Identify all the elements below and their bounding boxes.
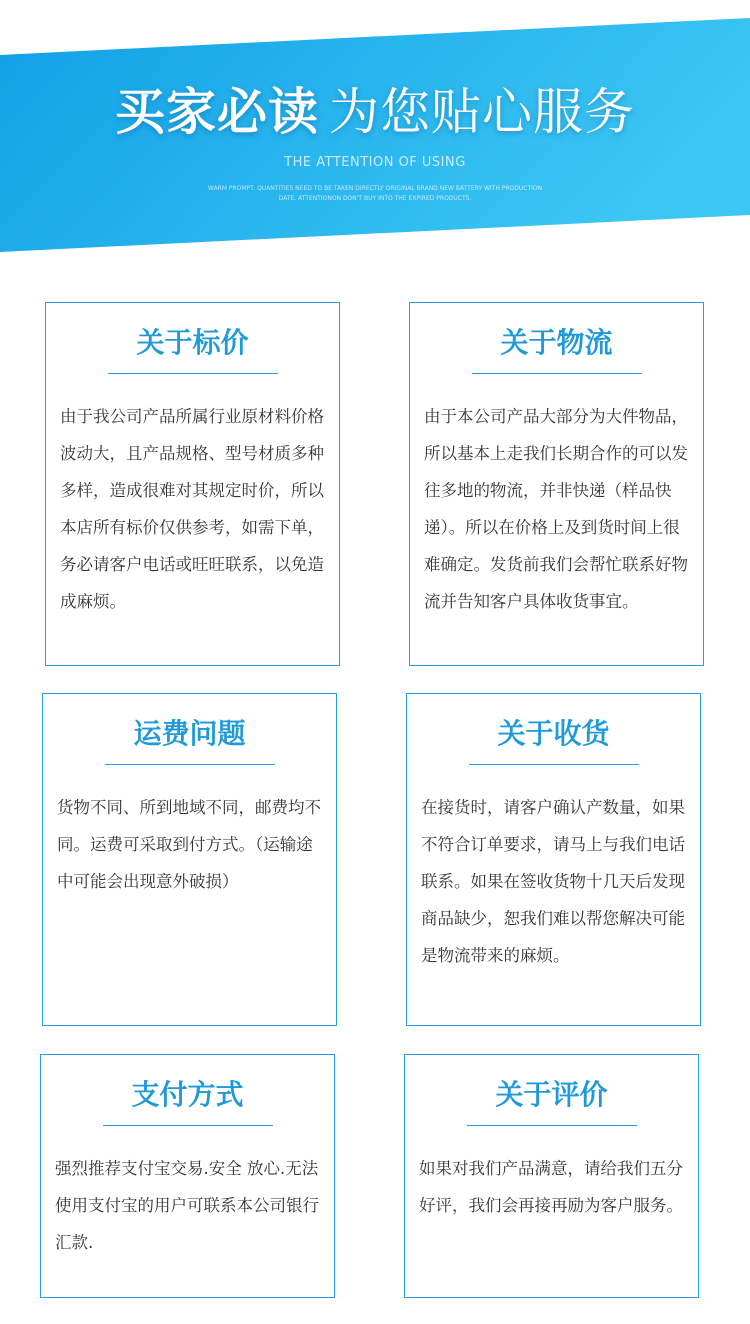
card-divider bbox=[472, 373, 642, 374]
card-divider bbox=[108, 373, 278, 374]
card-logistics bbox=[409, 302, 704, 666]
card-title: 关于收货 bbox=[497, 717, 610, 750]
card-title: 运费问题 bbox=[133, 717, 246, 750]
card-divider bbox=[469, 764, 639, 765]
card-title: 关于物流 bbox=[500, 326, 613, 359]
card-body: 由于本公司产品大部分为大件物品，所以基本上走我们长期合作的可以发往多地的物流，并非快递（样品快递）。所以在价格上及到货时间上很难确定。发货前我们会帮忙联系好物流并告知客户具体收货事宜。 bbox=[424, 407, 688, 611]
headline-light: 为您贴心服务 bbox=[329, 83, 635, 141]
card-divider bbox=[103, 1125, 273, 1126]
warm-prompt-line-2: DATE, ATTENTIONON DON'T BUY INTO THE EXPIRED PRODUCTS. bbox=[278, 195, 472, 202]
headline-bold: 买家必读 bbox=[115, 83, 319, 141]
banner-subtitle: THE ATTENTION OF USING bbox=[284, 155, 466, 170]
banner-headline bbox=[0, 80, 750, 144]
card-review bbox=[404, 1054, 699, 1298]
card-divider bbox=[105, 764, 275, 765]
card-body: 由于我公司产品所属行业原材料价格波动大，且产品规格、型号材质多种多样，造成很难对其规定时价，所以本店所有标价仅供参考，如需下单，务必请客户电话或旺旺联系，以免造成麻烦。 bbox=[60, 407, 324, 611]
header-banner bbox=[0, 0, 750, 260]
card-body: 货物不同、所到地域不同，邮费均不同。运费可采取到付方式。（运输途中可能会出现意外破损） bbox=[57, 798, 321, 891]
card-title: 关于评价 bbox=[495, 1078, 608, 1111]
card-body: 如果对我们产品满意，请给我们五分好评，我们会再接再励为客户服务。 bbox=[419, 1159, 683, 1215]
card-title: 支付方式 bbox=[131, 1078, 244, 1111]
card-pricing bbox=[45, 302, 340, 666]
card-body: 在接货时，请客户确认产数量，如果不符合订单要求，请马上与我们电话联系。如果在签收货物十几天后发现商品缺少，恕我们难以帮您解决可能是物流带来的麻烦。 bbox=[421, 798, 685, 965]
card-shipping-fee bbox=[42, 693, 337, 1026]
card-receiving bbox=[406, 693, 701, 1026]
card-body: 强烈推荐支付宝交易.安全 放心.无法使用支付宝的用户可联系本公司银行汇款. bbox=[55, 1159, 319, 1252]
card-title: 关于标价 bbox=[136, 326, 249, 359]
warm-prompt-line-1: WARM PROMPT: QUANTITIES NEED TO BE TAKEN DIRECTLY ORIGINAL BRAND NEW BATTERY WITH PRODUCTION bbox=[207, 185, 543, 192]
card-payment bbox=[40, 1054, 335, 1298]
card-divider bbox=[467, 1125, 637, 1126]
warm-prompt bbox=[155, 184, 595, 204]
